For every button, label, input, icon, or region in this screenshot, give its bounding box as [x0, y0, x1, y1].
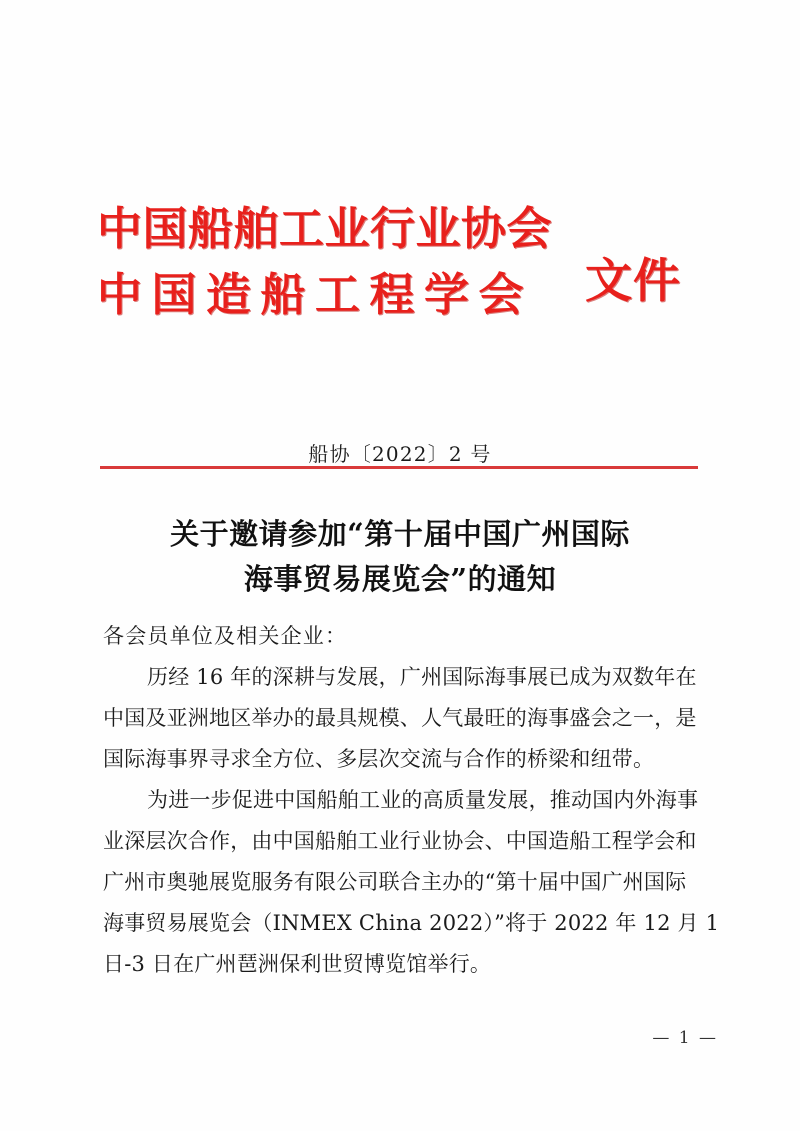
paragraph-2-line-3: 广州市奥驰展览服务有限公司联合主办的“第十届中国广州国际	[103, 870, 687, 894]
document-type-label: 文件	[585, 254, 681, 309]
red-separator-rule	[100, 466, 698, 469]
document-body	[103, 616, 720, 985]
paragraph-2-line-1	[103, 780, 699, 821]
paragraph-2-line-1-text: 为进一步促进中国船舶工业的高质量发展，推动国内外海事	[147, 788, 699, 812]
page-number-text: — 1 —	[652, 1028, 718, 1048]
letterhead	[0, 202, 800, 366]
paragraph-2	[103, 780, 720, 985]
paragraph-2-line-4: 海事贸易展览会（INMEX China 2022）”将于 2022 年 12 月 1	[103, 911, 720, 935]
document-title	[100, 512, 700, 602]
paragraph-1-line-1-text: 历经 16 年的深耕与发展，广州国际海事展已成为双数年在	[147, 665, 697, 689]
paragraph-2-line-2: 业深层次合作，由中国船舶工业行业协会、中国造船工程学会和	[103, 829, 697, 853]
document-title-line-2: 海事贸易展览会”的通知	[243, 562, 557, 596]
paragraph-1	[103, 657, 699, 780]
document-title-line-1: 关于邀请参加“第十届中国广州国际	[170, 517, 630, 551]
organization-line-1: 中国船舶工业行业协会	[97, 202, 553, 255]
paragraph-2-line-5: 日-3 日在广州琶洲保利世贸博览馆举行。	[103, 952, 492, 976]
issuing-organizations	[97, 202, 597, 328]
organization-line-2: 中国造船工程学会	[97, 268, 534, 321]
paragraph-1-line-2: 中国及亚洲地区举办的最具规模、人气最旺的海事盛会之一，是	[103, 706, 697, 730]
salutation: 各会员单位及相关企业：	[103, 624, 348, 648]
paragraph-1-line-3: 国际海事界寻求全方位、多层次交流与合作的桥梁和纽带。	[103, 747, 655, 771]
paragraph-1-line-1	[103, 657, 699, 698]
document-number: 船协〔2022〕2 号	[308, 442, 492, 466]
